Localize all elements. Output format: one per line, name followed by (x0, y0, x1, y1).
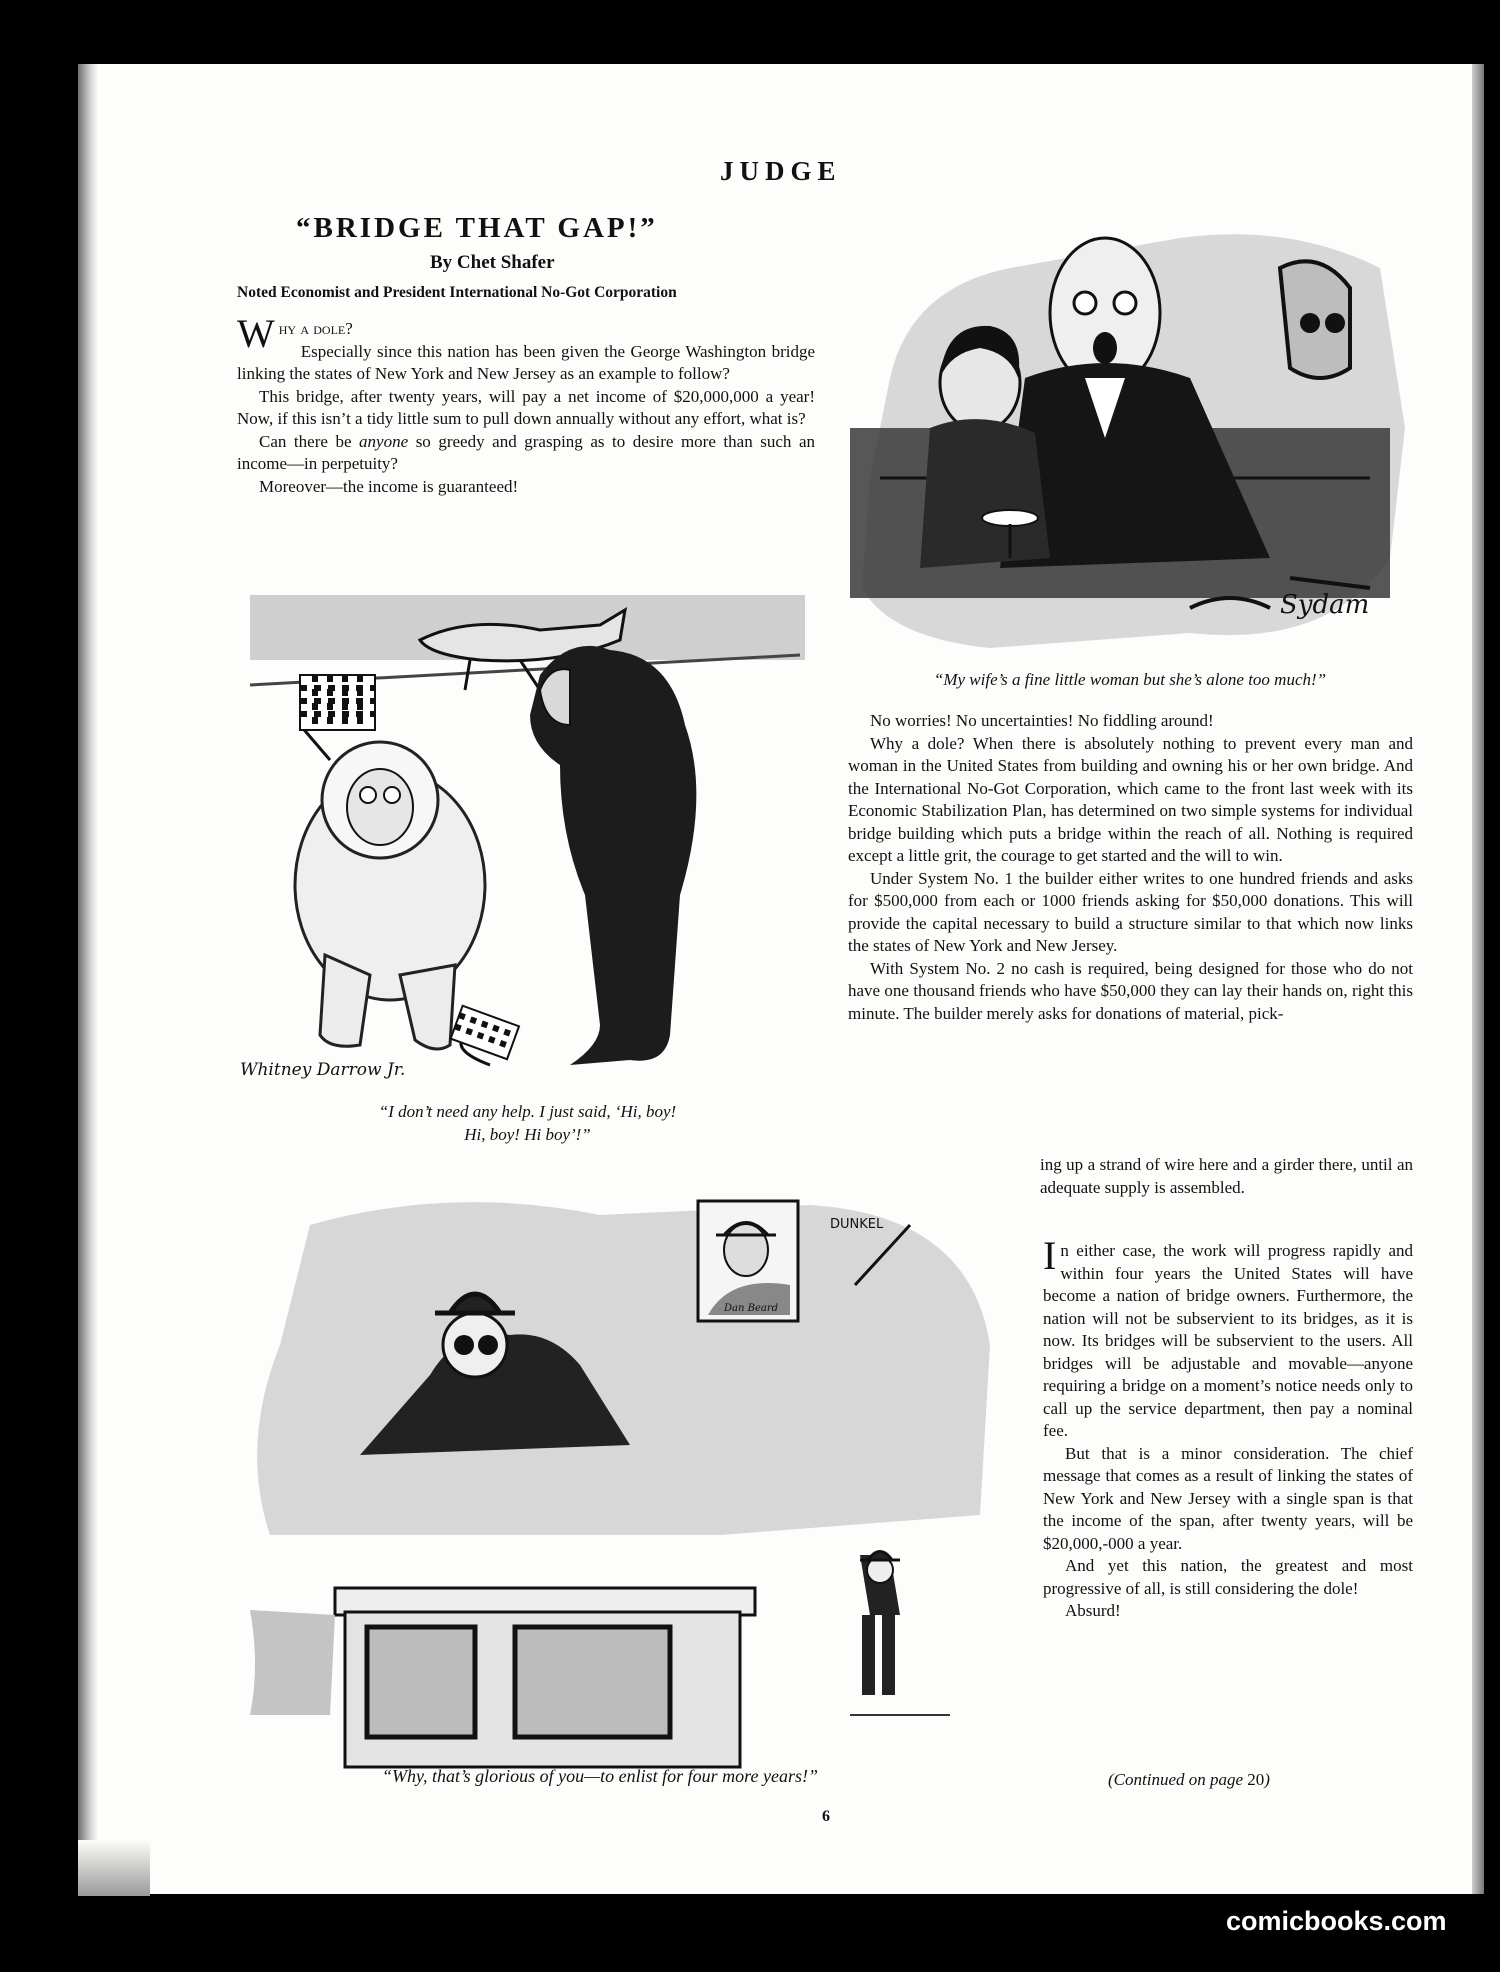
intro-paragraph-1b: Especially since this nation has been given the George Washington bridge linking the states of New York and New Jersey as an example to follow? (237, 341, 815, 383)
continued-page-number[interactable]: 20 (1247, 1770, 1265, 1789)
intro-p3-em: anyone (359, 431, 409, 451)
drop-cap: W (237, 311, 275, 356)
lower-paragraph-4: Absurd! (1065, 1601, 1121, 1620)
lower-paragraph-1 (1043, 1233, 1413, 1443)
right-paragraph-4: With System No. 2 no cash is required, being designed for those who do not have one thousand friends who have $50,000 they can lay their hands on, right this minute. The builder merely asks for donations of material, pick- (848, 958, 1413, 1023)
right-paragraph-1: No worries! No uncertainties! No fiddling around! (870, 711, 1214, 730)
lower-paragraph-3: And yet this nation, the greatest and most progressive of all, is still considering the dole! (1043, 1556, 1413, 1598)
right-paragraph-4-continued: ing up a strand of wire here and a girder there, until an adequate supply is assembled. (1040, 1155, 1413, 1197)
continued-note (1108, 1770, 1270, 1790)
drop-cap-i: I (1043, 1233, 1057, 1278)
caption-eskimo-line-1: “I don’t need any help. I just said, ‘Hi, boy! (378, 1102, 677, 1121)
intro-p3-b: so greedy and grasping as to desire more than such an income—in perpetuity? (237, 431, 815, 473)
watermark-logo: comicbooks.com (1226, 1906, 1447, 1936)
cartoon-signature-darrow: Whitney Darrow Jr. (240, 1060, 406, 1080)
cartoon-eskimo-illustration (240, 595, 815, 1085)
cartoon-signature: Sydam (1280, 590, 1370, 620)
page-bottom-edge (78, 1840, 150, 1896)
article-intro (237, 311, 815, 498)
lower-paragraph-1-text: n either case, the work will progress rapidly and within four years the United States will have become a nation of bridge owners. Furthermore, the nation will not be subservient to its bridges, as it is now. Its bridges will be subservient to the users. All bridges will be adjustable and movable—anyone requiring a bridge on a moment’s notice needs only to call up the service department, then pay a nominal fee. (1043, 1241, 1413, 1440)
continued-text: (Continued on page (1108, 1770, 1248, 1789)
caption-eskimo-line-2: Hi, boy! Hi boy’!” (464, 1125, 591, 1144)
intro-paragraph-1 (237, 311, 815, 356)
article-byline: By Chet Shafer (430, 252, 555, 273)
intro-paragraph-2: This bridge, after twenty years, will pay a net income of $20,000,000 a year! Now, if this isn’t a tidy little sum to pull down annually without any effort, what is? (237, 386, 815, 428)
cartoon-couple-illustration (850, 228, 1415, 656)
continued-close: ) (1264, 1770, 1270, 1789)
right-paragraph-2: Why a dole? When there is absolutely nothing to prevent every man and woman in the United States from building and owning his or her own bridge. And the International No-Got Corporation, which came to the front last week with its Economic Stabilization Plan, has determined on two simple systems for individual bridge building which puts a bridge within the reach of all. Nothing is required except a little grit, the courage to get started and the will to win. (848, 733, 1413, 865)
portrait-inscription: Dan Beard (724, 1303, 779, 1314)
article-right-column (848, 710, 1413, 1025)
cartoon-caption-officer: “Why, that’s glorious of you—to enlist for four more years!” (381, 1766, 819, 1786)
intro-lead: hy a dole? (278, 319, 353, 338)
intro-paragraph-4: Moreover—the income is guaranteed! (259, 476, 519, 496)
right-paragraph-3: Under System No. 1 the builder either writes to one hundred friends and asks for $500,000 from each or 1000 friends asking for $50,000 donations. This will provide the capital necessary to build a structure similar to that which now links the states of New York and New Jersey. (848, 868, 1413, 955)
masthead: JUDGE (720, 156, 842, 186)
cartoon-officer-illustration (250, 1195, 1020, 1755)
intro-p3-a: Can there be (259, 431, 360, 451)
intro-paragraph-3 (237, 431, 815, 476)
article-lower-column (1043, 1233, 1413, 1623)
article-subtitle: Noted Economist and President International No-Got Corporation (237, 284, 677, 301)
cartoon-caption-eskimo (240, 1100, 815, 1146)
page-right-edge (1472, 64, 1484, 1894)
cartoon-signature-dunkel: DUNKEL (830, 1217, 884, 1232)
page-binding-shadow (78, 64, 98, 1894)
page-number: 6 (822, 1808, 830, 1825)
article-headline: “BRIDGE THAT GAP!” (296, 212, 658, 244)
lower-paragraph-2: But that is a minor consideration. The chief message that comes as a result of linking the states of New York and New Jersey with a single span is that the income of the span, after twenty years, will be $20,000,-000 a year. (1043, 1443, 1413, 1553)
cartoon-caption-couple: “My wife’s a fine little woman but she’s alone too much!” (933, 670, 1327, 689)
